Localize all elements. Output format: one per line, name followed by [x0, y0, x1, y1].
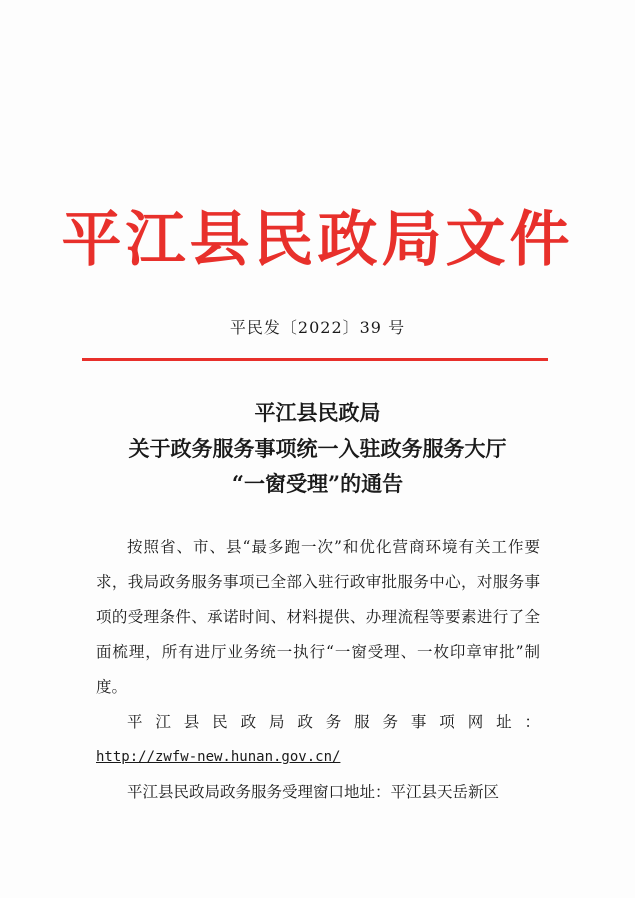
notice-body — [96, 530, 540, 810]
website-url-line — [96, 740, 540, 775]
notice-title-line-1: 平江县民政局 — [254, 400, 381, 425]
notice-title-line-2: 关于政务服务事项统一入驻政务服务大厅 — [128, 436, 507, 461]
document-number: 平民发〔2022〕39 号 — [229, 318, 406, 337]
body-paragraph-1: 按照省、市、县“最多跑一次”和优化营商环境有关工作要求，我局政务服务事项已全部入驻行政审批服务中心，对服务事项的受理条件、承诺时间、材料提供、办理流程等要素进行了全面梳理，所有进厅业务统一执行“一窗受理、一枚印章审批”制度。 — [96, 538, 540, 696]
notice-title-line-3: “一窗受理”的通告 — [231, 471, 404, 496]
body-paragraph-3: 平江县民政局政务服务受理窗口地址：平江县天岳新区 — [127, 783, 500, 801]
website-url-link[interactable]: http://zwfw-new.hunan.gov.cn/ — [96, 749, 341, 765]
body-paragraph-2 — [96, 705, 540, 740]
red-separator-line — [82, 358, 548, 361]
website-label: 平江县民政局政务服务事项网址： — [127, 713, 540, 731]
red-header-title: 平江县民政局文件 — [61, 205, 574, 275]
